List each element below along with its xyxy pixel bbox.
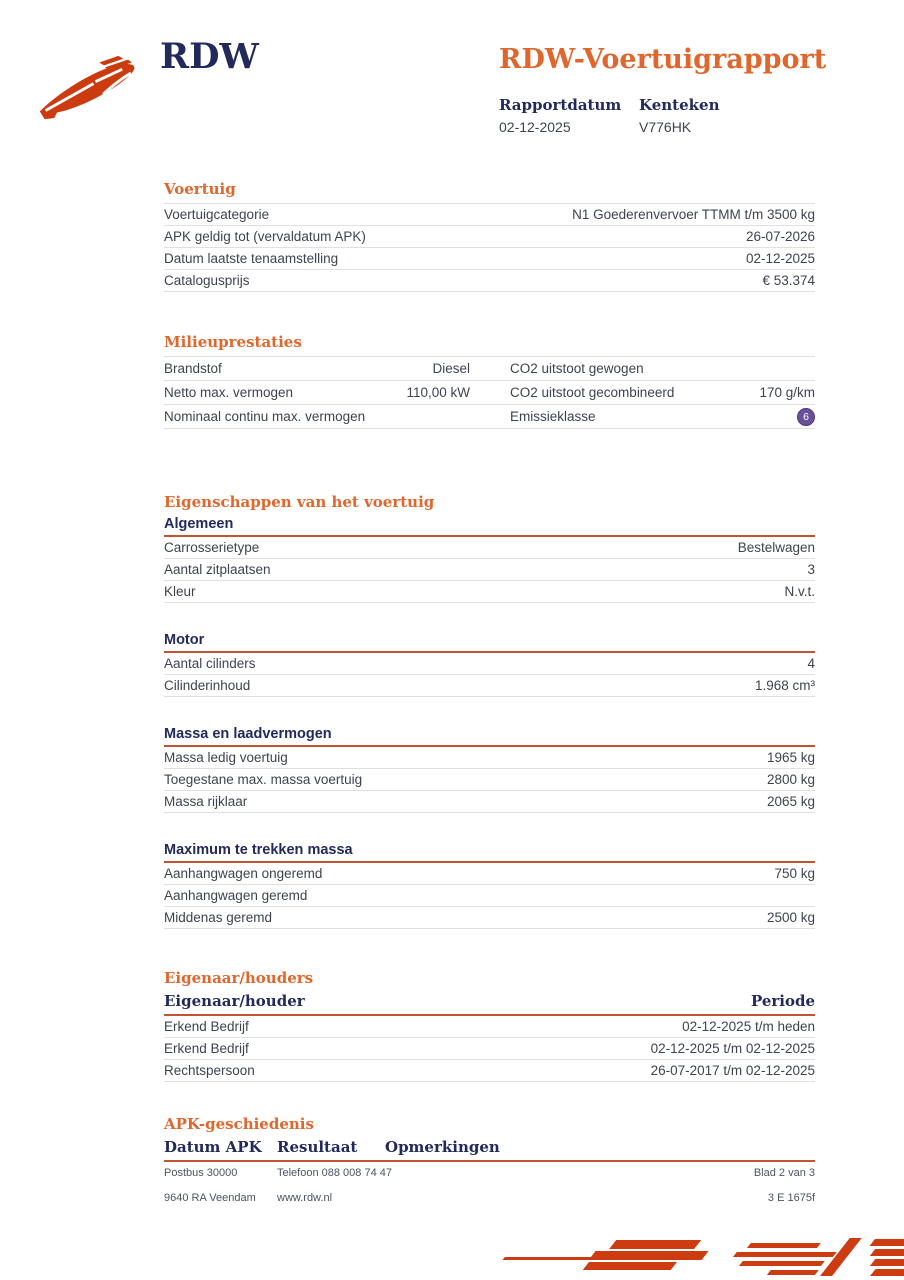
page-title: RDW-Voertuigrapport: [499, 44, 827, 75]
row-value: 02-12-2025: [745, 251, 815, 266]
footer-page-number: Blad 2 van 3: [753, 1167, 815, 1179]
table-row: [164, 863, 815, 885]
owner-name: Erkend Bedrijf: [164, 1041, 249, 1056]
table-header-row: [164, 992, 815, 1016]
report-content: [164, 180, 815, 1162]
subsection-motor: [164, 632, 815, 697]
owner-name: Rechtspersoon: [164, 1063, 255, 1078]
row-value: 1.968 cm³: [754, 678, 815, 693]
column-header: Resultaat: [277, 1138, 358, 1156]
rdw-feather-logo-icon: [36, 50, 151, 123]
row-label: Aanhangwagen ongeremd: [164, 866, 323, 881]
row-label: Kleur: [164, 584, 196, 599]
row-value: N1 Goederenvervoer TTMM t/m 3500 kg: [572, 207, 815, 222]
emissieklasse-badge: 6: [797, 408, 815, 426]
row-label: Middenas geremd: [164, 910, 273, 925]
column-header: Eigenaar/houder: [164, 992, 305, 1010]
table-row: [164, 537, 815, 559]
row-label: Carrosserietype: [164, 540, 260, 555]
footer-website: www.rdw.nl: [277, 1192, 333, 1204]
row-label: Datum laatste tenaamstelling: [164, 251, 339, 266]
license-plate-label: Kenteken: [639, 96, 720, 114]
row-value: 1965 kg: [766, 750, 815, 765]
row-value: 2500 kg: [766, 910, 815, 925]
section-title: APK-geschiedenis: [164, 1115, 314, 1133]
row-label: Catalogusprijs: [164, 273, 250, 288]
table-row: [164, 907, 815, 929]
table-row: [164, 747, 815, 769]
license-plate-value: V776HK: [639, 119, 692, 135]
footer-phone: Telefoon 088 008 74 47: [277, 1167, 392, 1179]
row-value: 170 g/km: [759, 385, 815, 400]
table-row: [164, 203, 815, 226]
section-voertuig: [164, 180, 815, 292]
table-header-row: [164, 1138, 815, 1162]
row-value: € 53.374: [762, 273, 815, 288]
owner-period: 02-12-2025 t/m heden: [682, 1019, 815, 1034]
section-apk-geschiedenis: [164, 1115, 815, 1162]
subsection-massa: [164, 726, 815, 813]
subsection-maximum-trekken: [164, 842, 815, 929]
footer-doc-code: 3 E 1675f: [767, 1192, 815, 1204]
row-label: APK geldig tot (vervaldatum APK): [164, 229, 366, 244]
column-header: Periode: [750, 992, 815, 1010]
row-label: Aantal cilinders: [164, 656, 256, 671]
column-header: Datum APK: [164, 1138, 262, 1156]
table-row: [164, 675, 815, 697]
row-value: 3: [807, 562, 815, 577]
table-row: [164, 581, 815, 603]
section-title: Eigenaar/houders: [164, 969, 314, 987]
table-row: [164, 885, 815, 907]
row-value: 2800 kg: [766, 772, 815, 787]
table-row: [164, 226, 815, 248]
row-label: Massa rijklaar: [164, 794, 248, 809]
row-value: 26-07-2026: [745, 229, 815, 244]
row-label: CO2 uitstoot gecombineerd: [510, 385, 675, 400]
table-row: [164, 356, 815, 381]
page-footer: [164, 1166, 815, 1205]
row-label: Nominaal continu max. vermogen: [164, 409, 366, 424]
row-value: 110,00 kW: [406, 385, 470, 400]
table-row: [164, 1060, 815, 1082]
row-value: N.v.t.: [784, 584, 815, 599]
row-label: Voertuigcategorie: [164, 207, 270, 222]
report-meta: [499, 96, 779, 135]
row-label: Aanhangwagen geremd: [164, 888, 308, 903]
table-row: [164, 559, 815, 581]
table-row: [164, 248, 815, 270]
table-row: [164, 1016, 815, 1038]
footer-address-line2: 9640 RA Veendam: [164, 1192, 256, 1204]
subsection-title: Maximum te trekken massa: [164, 842, 815, 863]
column-header: Opmerkingen: [385, 1138, 500, 1156]
section-title: Milieuprestaties: [164, 333, 302, 351]
rdw-logo-text: RDW: [160, 36, 259, 77]
section-eigenaar-houders: [164, 969, 815, 1082]
row-label: Massa ledig voertuig: [164, 750, 288, 765]
footer-address-line1: Postbus 30000: [164, 1167, 238, 1179]
section-title: Eigenschappen van het voertuig: [164, 493, 435, 511]
row-label: Netto max. vermogen: [164, 385, 294, 400]
row-label: Toegestane max. massa voertuig: [164, 772, 363, 787]
table-row: [164, 405, 815, 429]
table-row: [164, 653, 815, 675]
subsection-title: Motor: [164, 632, 815, 653]
row-label: Aantal zitplaatsen: [164, 562, 271, 577]
section-milieuprestaties: [164, 333, 815, 429]
row-value: Diesel: [432, 361, 470, 376]
row-label: Brandstof: [164, 361, 222, 376]
table-row: [164, 791, 815, 813]
row-value: 4: [807, 656, 815, 671]
row-value: 750 kg: [774, 866, 815, 881]
section-title: Voertuig: [164, 180, 236, 198]
subsection-title: Algemeen: [164, 516, 815, 537]
report-date-value: 02-12-2025: [499, 119, 571, 135]
rdw-stripes-graphic-icon: [484, 1230, 904, 1280]
row-label: Cilinderinhoud: [164, 678, 251, 693]
owner-period: 26-07-2017 t/m 02-12-2025: [650, 1063, 815, 1078]
subsection-algemeen: [164, 516, 815, 603]
row-label: Emissieklasse: [510, 409, 596, 424]
table-row: [164, 270, 815, 292]
table-row: [164, 1038, 815, 1060]
row-value: 2065 kg: [766, 794, 815, 809]
subsection-title: Massa en laadvermogen: [164, 726, 815, 747]
owner-name: Erkend Bedrijf: [164, 1019, 249, 1034]
table-row: [164, 769, 815, 791]
report-date-label: Rapportdatum: [499, 96, 622, 114]
row-value: Bestelwagen: [737, 540, 815, 555]
row-label: CO2 uitstoot gewogen: [510, 361, 644, 376]
section-eigenschappen: [164, 493, 815, 929]
table-row: [164, 381, 815, 405]
owner-period: 02-12-2025 t/m 02-12-2025: [650, 1041, 815, 1056]
